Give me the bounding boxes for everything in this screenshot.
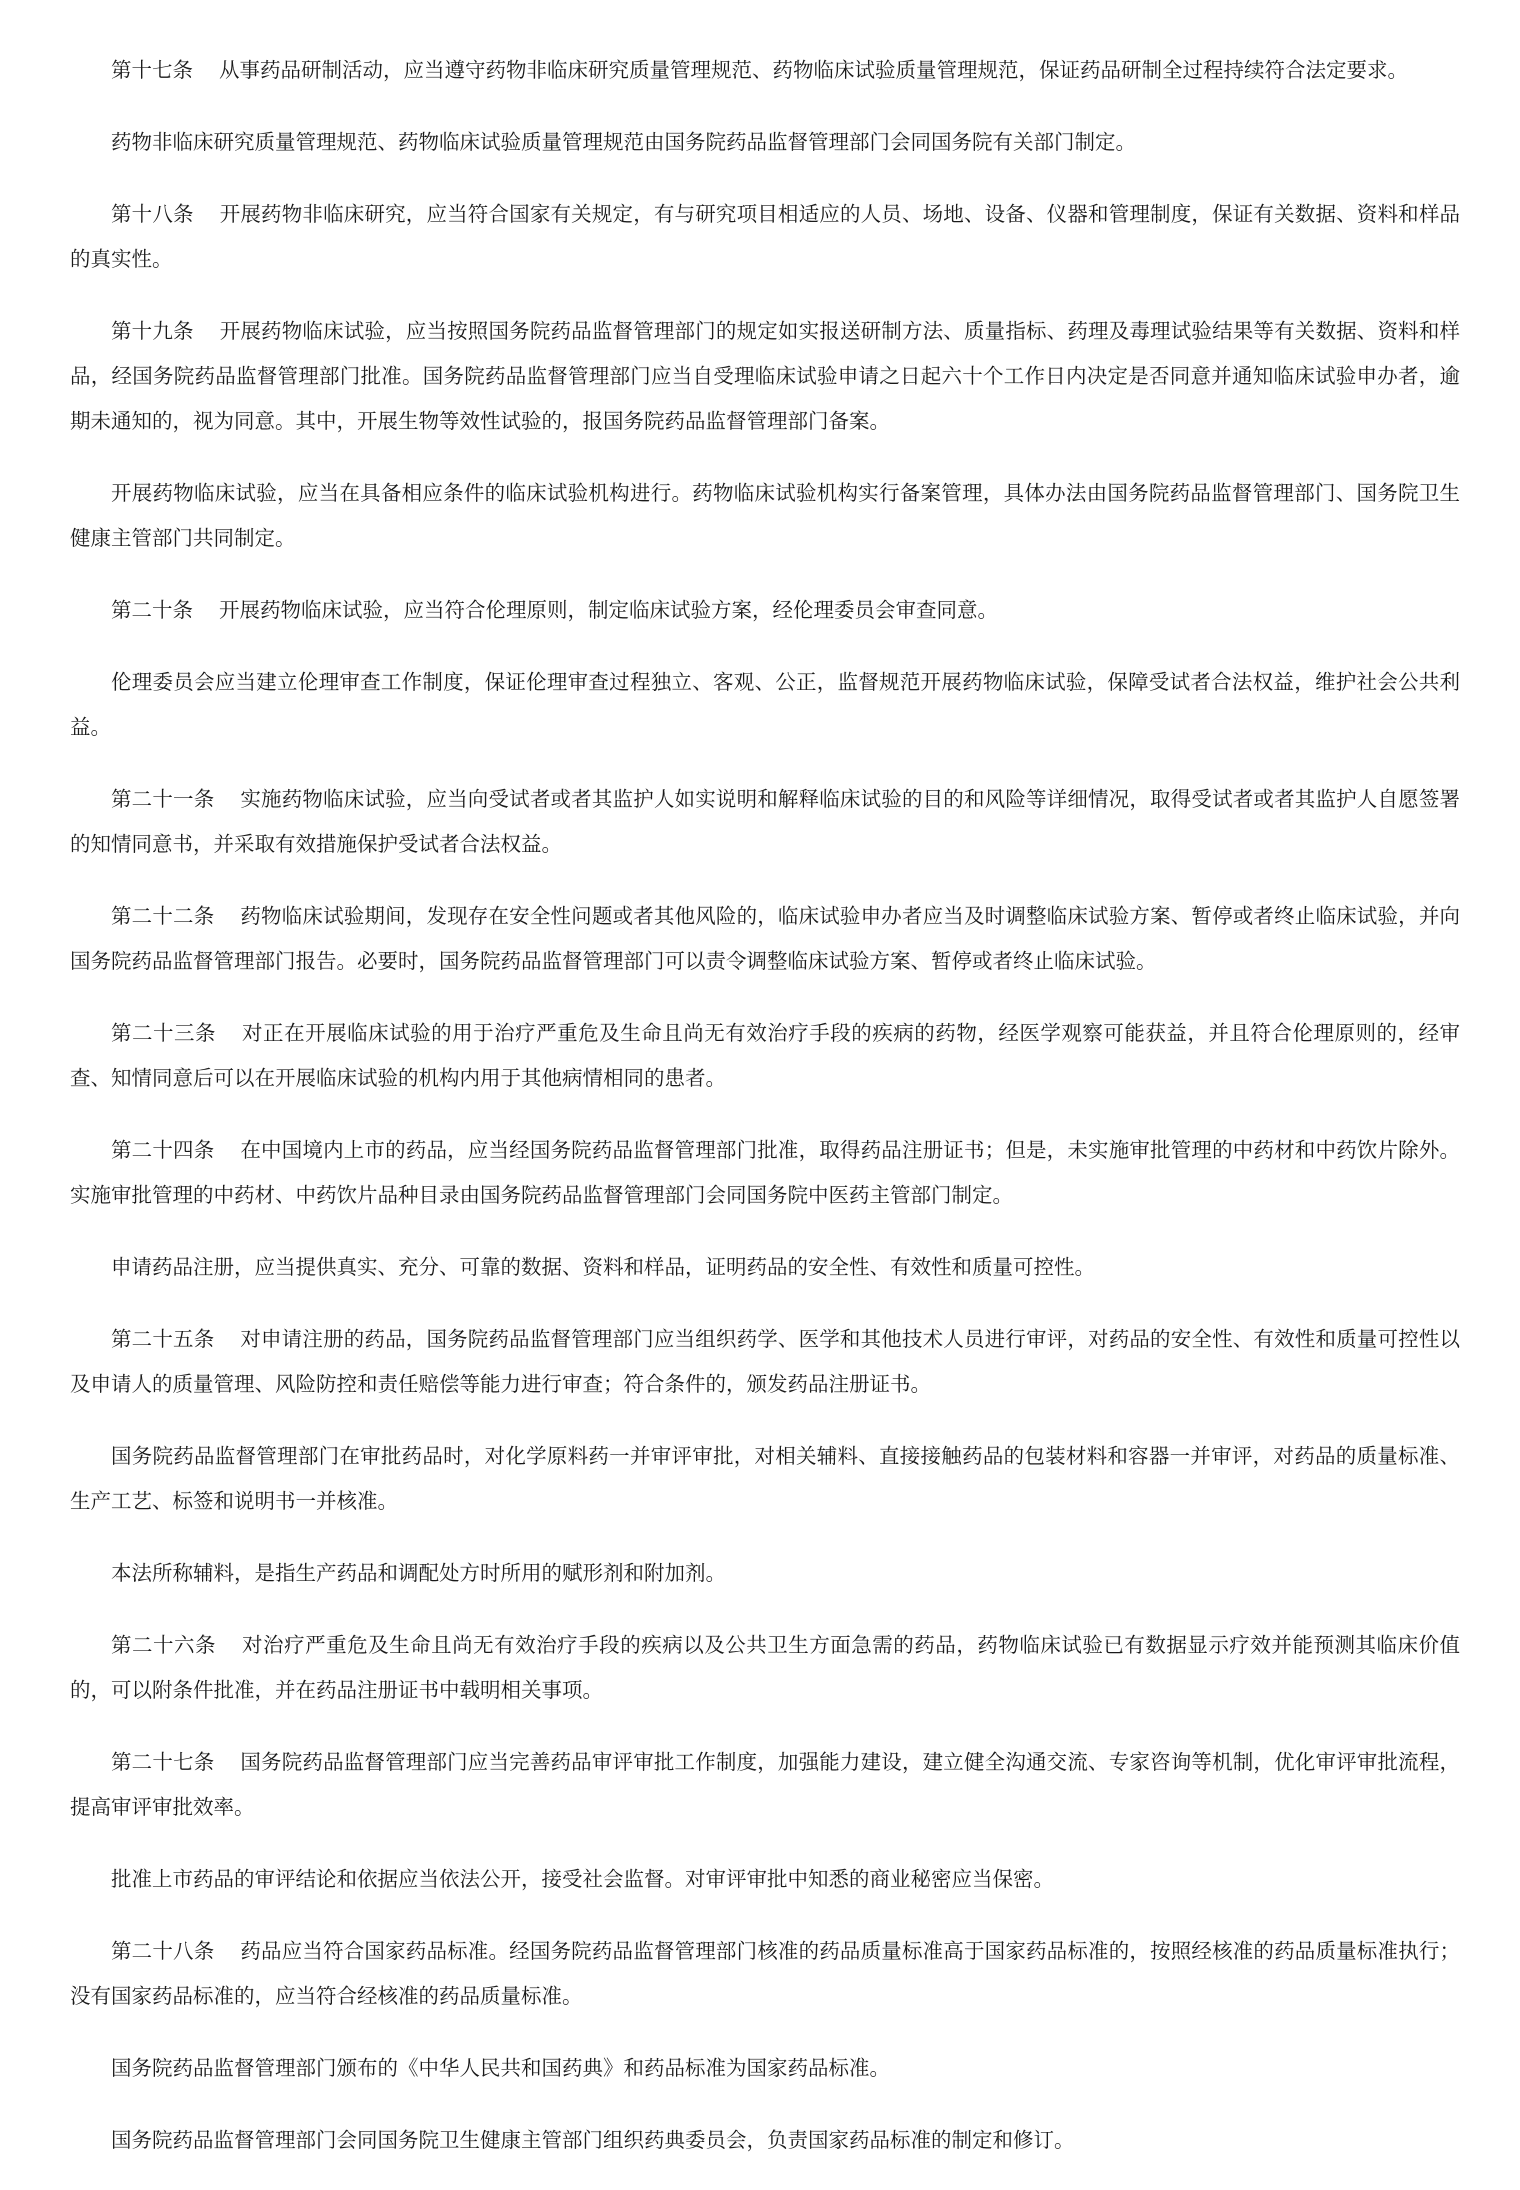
document-page xyxy=(70,48,1460,2190)
paragraph xyxy=(70,1857,1460,1902)
paragraph xyxy=(70,120,1460,165)
paragraph xyxy=(70,894,1460,984)
paragraph-text: 申请药品注册，应当提供真实、充分、可靠的数据、资料和样品，证明药品的安全性、有效性和质量可控性。 xyxy=(111,1255,1095,1279)
article-number: 第二十七条 xyxy=(111,1750,215,1774)
paragraph-text: 伦理委员会应当建立伦理审查工作制度，保证伦理审查过程独立、客观、公正，监督规范开展药物临床试验，保障受试者合法权益，维护社会公共利益。 xyxy=(70,670,1460,739)
paragraph xyxy=(70,660,1460,750)
paragraph xyxy=(70,2118,1460,2163)
paragraph xyxy=(70,1740,1460,1830)
paragraph-text: 从事药品研制活动，应当遵守药物非临床研究质量管理规范、药物临床试验质量管理规范，保证药品研制全过程持续符合法定要求。 xyxy=(219,58,1408,82)
article-number: 第二十三条 xyxy=(111,1021,217,1045)
article-number: 第二十五条 xyxy=(111,1327,215,1351)
paragraph xyxy=(70,1317,1460,1407)
paragraph xyxy=(70,1011,1460,1101)
paragraph xyxy=(70,471,1460,561)
article-number: 第二十四条 xyxy=(111,1138,215,1162)
paragraph xyxy=(70,777,1460,867)
paragraph xyxy=(70,588,1460,633)
paragraph-text: 国务院药品监督管理部门会同国务院卫生健康主管部门组织药典委员会，负责国家药品标准的制定和修订。 xyxy=(111,2128,1075,2152)
paragraph-text: 开展药物非临床研究，应当符合国家有关规定，有与研究项目相适应的人员、场地、设备、仪器和管理制度，保证有关数据、资料和样品的真实性。 xyxy=(70,202,1461,271)
paragraph xyxy=(70,48,1460,93)
article-number: 第二十八条 xyxy=(111,1939,215,1963)
paragraph xyxy=(70,1551,1460,1596)
article-number: 第二十二条 xyxy=(111,904,215,928)
paragraph-text: 本法所称辅料，是指生产药品和调配处方时所用的赋形剂和附加剂。 xyxy=(111,1561,726,1585)
paragraph-text: 国务院药品监督管理部门在审批药品时，对化学原料药一并审评审批，对相关辅料、直接接触药品的包装材料和容器一并审评，对药品的质量标准、生产工艺、标签和说明书一并核准。 xyxy=(70,1444,1460,1513)
paragraph xyxy=(70,1128,1460,1218)
paragraph-text: 开展药物临床试验，应当在具备相应条件的临床试验机构进行。药物临床试验机构实行备案管理，具体办法由国务院药品监督管理部门、国务院卫生健康主管部门共同制定。 xyxy=(70,481,1460,550)
paragraph-text: 实施药物临床试验，应当向受试者或者其监护人如实说明和解释临床试验的目的和风险等详细情况，取得受试者或者其监护人自愿签署的知情同意书，并采取有效措施保护受试者合法权益。 xyxy=(70,787,1460,856)
article-number: 第十九条 xyxy=(111,319,194,343)
paragraph-text: 开展药物临床试验，应当符合伦理原则，制定临床试验方案，经伦理委员会审查同意。 xyxy=(219,598,998,622)
paragraph-text: 开展药物临床试验，应当按照国务院药品监督管理部门的规定如实报送研制方法、质量指标、药理及毒理试验结果等有关数据、资料和样品，经国务院药品监督管理部门批准。国务院药品监督管理部门应当自受理临床试验申请之日起六十个工作日内决定是否同意并通知临床试验申办者，逾期未通知的，视为同意。其中，开展生物等效性试验的，报国务院药品监督管理部门备案。 xyxy=(70,319,1461,433)
article-number: 第十八条 xyxy=(111,202,194,226)
paragraph-text: 国务院药品监督管理部门应当完善药品审评审批工作制度，加强能力建设，建立健全沟通交流、专家咨询等机制，优化审评审批流程，提高审评审批效率。 xyxy=(70,1750,1460,1819)
article-number: 第二十六条 xyxy=(111,1633,217,1657)
paragraph xyxy=(70,1929,1460,2019)
paragraph-text: 对正在开展临床试验的用于治疗严重危及生命且尚无有效治疗手段的疾病的药物，经医学观察可能获益，并且符合伦理原则的，经审查、知情同意后可以在开展临床试验的机构内用于其他病情相同的患者。 xyxy=(70,1021,1461,1090)
paragraph xyxy=(70,2046,1460,2091)
paragraph-text: 药物非临床研究质量管理规范、药物临床试验质量管理规范由国务院药品监督管理部门会同国务院有关部门制定。 xyxy=(111,130,1136,154)
paragraph-text: 对治疗严重危及生命且尚无有效治疗手段的疾病以及公共卫生方面急需的药品，药物临床试验已有数据显示疗效并能预测其临床价值的，可以附条件批准，并在药品注册证书中载明相关事项。 xyxy=(70,1633,1461,1702)
paragraph xyxy=(70,192,1460,282)
article-number: 第二十一条 xyxy=(111,787,215,811)
paragraph xyxy=(70,1623,1460,1713)
article-number: 第二十条 xyxy=(111,598,193,622)
paragraph xyxy=(70,1245,1460,1290)
paragraph xyxy=(70,309,1460,444)
paragraph-text: 在中国境内上市的药品，应当经国务院药品监督管理部门批准，取得药品注册证书；但是，未实施审批管理的中药材和中药饮片除外。实施审批管理的中药材、中药饮片品种目录由国务院药品监督管理部门会同国务院中医药主管部门制定。 xyxy=(70,1138,1460,1207)
article-number: 第十七条 xyxy=(111,58,193,82)
paragraph-text: 对申请注册的药品，国务院药品监督管理部门应当组织药学、医学和其他技术人员进行审评，对药品的安全性、有效性和质量可控性以及申请人的质量管理、风险防控和责任赔偿等能力进行审查；符合条件的，颁发药品注册证书。 xyxy=(70,1327,1460,1396)
paragraph-text: 药物临床试验期间，发现存在安全性问题或者其他风险的，临床试验申办者应当及时调整临床试验方案、暂停或者终止临床试验，并向国务院药品监督管理部门报告。必要时，国务院药品监督管理部门可以责令调整临床试验方案、暂停或者终止临床试验。 xyxy=(70,904,1460,973)
paragraph xyxy=(70,1434,1460,1524)
paragraph-text: 药品应当符合国家药品标准。经国务院药品监督管理部门核准的药品质量标准高于国家药品标准的，按照经核准的药品质量标准执行；没有国家药品标准的，应当符合经核准的药品质量标准。 xyxy=(70,1939,1460,2008)
paragraph-text: 批准上市药品的审评结论和依据应当依法公开，接受社会监督。对审评审批中知悉的商业秘密应当保密。 xyxy=(111,1867,1054,1891)
paragraph-text: 国务院药品监督管理部门颁布的《中华人民共和国药典》和药品标准为国家药品标准。 xyxy=(111,2056,890,2080)
